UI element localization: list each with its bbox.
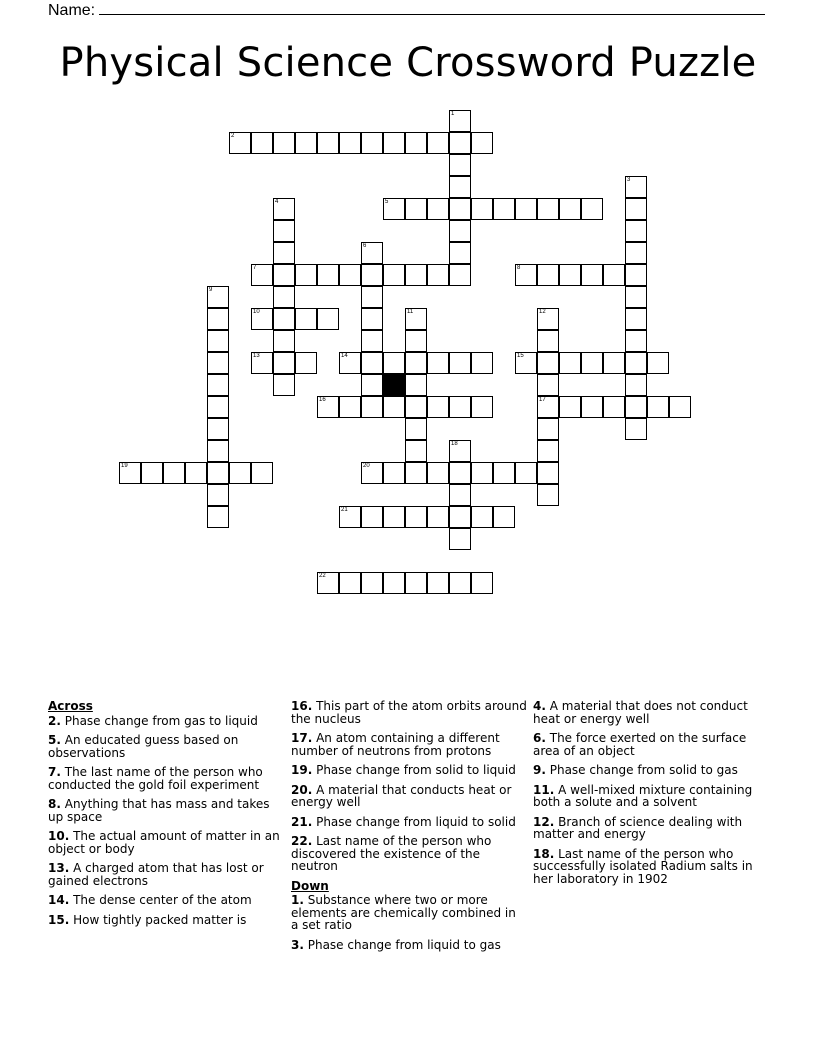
clue-text: Phase change from liquid to solid (312, 814, 516, 829)
clue-number-label: 6. (533, 731, 546, 745)
grid-cell[interactable] (339, 396, 361, 418)
grid-cell[interactable] (207, 462, 229, 484)
grid-cell[interactable] (625, 176, 647, 198)
grid-cell[interactable] (383, 264, 405, 286)
clue-item (48, 798, 284, 823)
clue-number-label: 1. (291, 893, 304, 907)
clue-item (48, 830, 284, 855)
grid-cell[interactable] (207, 484, 229, 506)
grid-cell[interactable] (273, 198, 295, 220)
grid-cell[interactable] (361, 308, 383, 330)
grid-cell[interactable] (449, 462, 471, 484)
grid-cell[interactable] (383, 396, 405, 418)
grid-cell[interactable] (295, 308, 317, 330)
grid-cell[interactable] (339, 506, 361, 528)
grid-block (383, 374, 405, 396)
clue-item (533, 764, 769, 777)
clues-column-2 (291, 700, 527, 958)
grid-cell[interactable] (427, 462, 449, 484)
grid-cell[interactable] (405, 396, 427, 418)
clue-number: 6 (363, 243, 367, 249)
clue-number-label: 17. (291, 731, 313, 745)
grid-cell[interactable] (207, 308, 229, 330)
grid-cell[interactable] (207, 286, 229, 308)
grid-cell[interactable] (317, 572, 339, 594)
clue-number: 7 (253, 265, 257, 271)
grid-cell[interactable] (493, 506, 515, 528)
clue-number-label: 14. (48, 893, 70, 907)
grid-cell[interactable] (251, 352, 273, 374)
grid-cell[interactable] (625, 396, 647, 418)
grid-cell[interactable] (207, 506, 229, 528)
grid-cell[interactable] (537, 484, 559, 506)
clue-number-label: 18. (533, 846, 555, 861)
grid-cell[interactable] (427, 198, 449, 220)
clue-number-label: 9. (533, 763, 546, 777)
clue-number-label: 19. (291, 763, 313, 777)
clue-number-label: 22. (291, 834, 313, 848)
grid-cell[interactable] (163, 462, 185, 484)
clue-number: 21 (341, 507, 348, 513)
grid-cell[interactable] (625, 286, 647, 308)
grid-cell[interactable] (405, 264, 427, 286)
grid-cell[interactable] (427, 396, 449, 418)
grid-cell[interactable] (581, 396, 603, 418)
grid-cell[interactable] (515, 198, 537, 220)
grid-cell[interactable] (515, 264, 537, 286)
clue-item (48, 734, 284, 759)
grid-cell[interactable] (581, 198, 603, 220)
grid-cell[interactable] (625, 308, 647, 330)
grid-cell[interactable] (449, 506, 471, 528)
grid-cell[interactable] (471, 132, 493, 154)
clues-column-1 (48, 700, 284, 933)
clue-number: 13 (253, 353, 260, 359)
clue-item (48, 894, 284, 907)
grid-cell[interactable] (207, 330, 229, 352)
clue-number-label: 21. (291, 814, 313, 829)
grid-cell[interactable] (471, 352, 493, 374)
clue-number-label: 15. (48, 912, 70, 927)
grid-cell[interactable] (581, 264, 603, 286)
clue-number-label: 16. (291, 699, 313, 713)
grid-cell[interactable] (295, 352, 317, 374)
clue-number: 1 (451, 111, 455, 117)
clue-text: Branch of science dealing with matter and energy (533, 814, 743, 841)
grid-cell[interactable] (361, 572, 383, 594)
clue-number-label: 7. (48, 765, 61, 779)
grid-cell[interactable] (383, 352, 405, 374)
grid-cell[interactable] (317, 308, 339, 330)
clue-number-label: 10. (48, 829, 70, 843)
grid-cell[interactable] (493, 198, 515, 220)
clue-item (291, 732, 527, 757)
grid-cell[interactable] (207, 396, 229, 418)
grid-cell[interactable] (229, 462, 251, 484)
clue-number-label: 12. (533, 814, 555, 829)
clue-number-label: 20. (291, 782, 313, 797)
grid-cell[interactable] (625, 418, 647, 440)
grid-cell[interactable] (405, 374, 427, 396)
grid-cell[interactable] (383, 198, 405, 220)
grid-cell[interactable] (449, 264, 471, 286)
grid-cell[interactable] (625, 374, 647, 396)
clue-text: The force exerted on the surface area of an object (533, 731, 747, 758)
clue-number: 8 (517, 265, 521, 271)
grid-cell[interactable] (273, 242, 295, 264)
grid-cell[interactable] (449, 528, 471, 550)
clue-text: Phase change from solid to gas (545, 763, 738, 777)
clue-item (533, 700, 769, 725)
grid-cell[interactable] (361, 264, 383, 286)
grid-cell[interactable] (449, 242, 471, 264)
clue-text: Phase change from gas to liquid (60, 713, 258, 728)
grid-cell[interactable] (603, 264, 625, 286)
clue-text: A material that does not conduct heat or energy well (533, 699, 748, 726)
grid-cell[interactable] (361, 396, 383, 418)
clue-text: Anything that has mass and takes up space (48, 797, 270, 824)
grid-cell[interactable] (339, 132, 361, 154)
grid-cell[interactable] (383, 132, 405, 154)
clue-item (533, 784, 769, 809)
clues-heading: Across (48, 699, 93, 713)
grid-cell[interactable] (207, 374, 229, 396)
grid-cell[interactable] (625, 330, 647, 352)
grid-cell[interactable] (537, 374, 559, 396)
grid-cell[interactable] (537, 396, 559, 418)
grid-cell[interactable] (449, 396, 471, 418)
clue-text: A charged atom that has lost or gained electrons (48, 861, 264, 888)
grid-cell[interactable] (317, 396, 339, 418)
grid-cell[interactable] (229, 132, 251, 154)
clue-number: 18 (451, 441, 458, 447)
clue-number: 20 (363, 463, 370, 469)
grid-cell[interactable] (471, 198, 493, 220)
grid-cell[interactable] (449, 154, 471, 176)
grid-cell[interactable] (251, 264, 273, 286)
grid-cell[interactable] (537, 418, 559, 440)
grid-cell[interactable] (537, 330, 559, 352)
clue-number: 12 (539, 309, 546, 315)
clue-number: 10 (253, 309, 260, 315)
clues-heading: Down (291, 878, 329, 893)
grid-cell[interactable] (405, 132, 427, 154)
grid-cell[interactable] (647, 352, 669, 374)
grid-cell[interactable] (537, 462, 559, 484)
clue-number: 17 (539, 397, 546, 403)
grid-cell[interactable] (405, 440, 427, 462)
grid-cell[interactable] (317, 132, 339, 154)
clue-text: An atom containing a different number of neutrons from protons (291, 731, 500, 758)
grid-cell[interactable] (405, 418, 427, 440)
clue-item (291, 764, 527, 777)
grid-cell[interactable] (405, 572, 427, 594)
grid-cell[interactable] (207, 418, 229, 440)
grid-cell[interactable] (559, 352, 581, 374)
clue-item (291, 700, 527, 725)
grid-cell[interactable] (449, 176, 471, 198)
clue-item (48, 862, 284, 887)
clue-number-label: 4. (533, 699, 546, 713)
grid-cell[interactable] (471, 506, 493, 528)
clue-text: Last name of the person who discovered the existence of the neutron (291, 834, 492, 873)
clue-number: 16 (319, 397, 326, 403)
grid-cell[interactable] (361, 462, 383, 484)
grid-cell[interactable] (537, 440, 559, 462)
clue-text: How tightly packed matter is (69, 912, 247, 927)
grid-cell[interactable] (405, 308, 427, 330)
clue-text: A material that conducts heat or energy well (291, 782, 512, 809)
grid-cell[interactable] (141, 462, 163, 484)
clue-text: This part of the atom orbits around the nucleus (291, 699, 527, 726)
grid-cell[interactable] (339, 352, 361, 374)
grid-cell[interactable] (119, 462, 141, 484)
grid-cell[interactable] (449, 110, 471, 132)
grid-cell[interactable] (295, 132, 317, 154)
grid-cell[interactable] (581, 352, 603, 374)
grid-cell[interactable] (405, 198, 427, 220)
clue-item (48, 715, 284, 728)
clue-item (291, 835, 527, 873)
grid-cell[interactable] (273, 374, 295, 396)
grid-cell[interactable] (471, 396, 493, 418)
grid-cell[interactable] (515, 462, 537, 484)
grid-cell[interactable] (449, 572, 471, 594)
grid-cell[interactable] (647, 396, 669, 418)
grid-cell[interactable] (559, 396, 581, 418)
grid-cell[interactable] (273, 286, 295, 308)
grid-cell[interactable] (449, 132, 471, 154)
clue-text: A well-mixed mixture containing both a solute and a solvent (533, 782, 753, 809)
page-title: Physical Science Crossword Puzzle (59, 40, 757, 86)
clue-number-label: 3. (291, 937, 304, 952)
grid-cell[interactable] (427, 264, 449, 286)
clue-number: 14 (341, 353, 348, 359)
grid-cell[interactable] (361, 374, 383, 396)
grid-cell[interactable] (471, 462, 493, 484)
grid-cell[interactable] (361, 506, 383, 528)
clue-number-label: 8. (48, 797, 61, 811)
grid-cell[interactable] (559, 198, 581, 220)
grid-cell[interactable] (625, 198, 647, 220)
grid-cell[interactable] (603, 396, 625, 418)
grid-cell[interactable] (449, 484, 471, 506)
grid-cell[interactable] (295, 264, 317, 286)
grid-cell[interactable] (251, 462, 273, 484)
clue-text: The dense center of the atom (69, 893, 252, 907)
clue-item (291, 939, 527, 952)
grid-cell[interactable] (185, 462, 207, 484)
clue-text: An educated guess based on observations (48, 733, 239, 760)
grid-cell[interactable] (559, 264, 581, 286)
grid-cell[interactable] (625, 352, 647, 374)
name-label: Name: (48, 2, 96, 19)
clue-item (533, 848, 769, 886)
clue-number: 15 (517, 353, 524, 359)
grid-cell[interactable] (471, 572, 493, 594)
grid-cell[interactable] (537, 264, 559, 286)
grid-cell[interactable] (427, 352, 449, 374)
grid-cell[interactable] (361, 242, 383, 264)
grid-cell[interactable] (625, 264, 647, 286)
grid-cell[interactable] (317, 264, 339, 286)
grid-cell[interactable] (361, 352, 383, 374)
grid-cell[interactable] (251, 308, 273, 330)
grid-cell[interactable] (383, 506, 405, 528)
grid-cell[interactable] (405, 462, 427, 484)
grid-cell[interactable] (625, 220, 647, 242)
grid-cell[interactable] (449, 440, 471, 462)
clue-number: 2 (231, 133, 235, 139)
clue-number: 3 (627, 177, 631, 183)
clue-item (48, 766, 284, 791)
grid-cell[interactable] (339, 572, 361, 594)
clue-text: Phase change from solid to liquid (312, 763, 516, 777)
clues-column-3 (533, 700, 769, 892)
clue-item (291, 816, 527, 829)
grid-cell[interactable] (273, 264, 295, 286)
clue-text: Substance where two or more elements are chemically combined in a set ratio (291, 893, 516, 932)
grid-cell[interactable] (493, 462, 515, 484)
grid-cell[interactable] (273, 330, 295, 352)
grid-cell[interactable] (427, 572, 449, 594)
grid-cell[interactable] (273, 308, 295, 330)
grid-cell[interactable] (537, 198, 559, 220)
clue-number: 22 (319, 573, 326, 579)
clue-text: The actual amount of matter in an object or body (48, 829, 280, 856)
grid-cell[interactable] (339, 264, 361, 286)
grid-cell[interactable] (537, 308, 559, 330)
grid-cell[interactable] (537, 352, 559, 374)
grid-cell[interactable] (449, 198, 471, 220)
clue-number: 9 (209, 287, 213, 293)
clue-number: 5 (385, 199, 389, 205)
clue-text: Phase change from liquid to gas (303, 937, 501, 952)
grid-cell[interactable] (207, 352, 229, 374)
grid-cell[interactable] (207, 440, 229, 462)
clue-number-label: 2. (48, 713, 61, 728)
grid-cell[interactable] (625, 242, 647, 264)
grid-cell[interactable] (383, 572, 405, 594)
clue-number: 4 (275, 199, 279, 205)
clue-number: 19 (121, 463, 128, 469)
grid-cell[interactable] (449, 352, 471, 374)
clue-number: 11 (407, 309, 414, 315)
grid-cell[interactable] (383, 462, 405, 484)
clue-item (291, 894, 527, 932)
grid-cell[interactable] (427, 506, 449, 528)
grid-cell[interactable] (669, 396, 691, 418)
clue-item (48, 914, 284, 927)
clue-number-label: 13. (48, 861, 70, 875)
clue-text: The last name of the person who conducted the gold foil experiment (48, 765, 263, 792)
grid-cell[interactable] (273, 352, 295, 374)
grid-cell[interactable] (273, 132, 295, 154)
grid-cell[interactable] (405, 330, 427, 352)
grid-cell[interactable] (405, 506, 427, 528)
grid-cell[interactable] (273, 220, 295, 242)
clue-item (533, 816, 769, 841)
grid-cell[interactable] (361, 330, 383, 352)
grid-cell[interactable] (427, 132, 449, 154)
grid-cell[interactable] (515, 352, 537, 374)
clue-number-label: 5. (48, 733, 61, 747)
clue-number-label: 11. (533, 782, 555, 797)
grid-cell[interactable] (361, 286, 383, 308)
clue-text: Last name of the person who successfully isolated Radium salts in her laboratory in 1902 (533, 846, 753, 886)
grid-cell[interactable] (449, 220, 471, 242)
clue-item (291, 784, 527, 809)
clue-item (533, 732, 769, 757)
grid-cell[interactable] (251, 132, 273, 154)
grid-cell[interactable] (361, 132, 383, 154)
grid-cell[interactable] (603, 352, 625, 374)
grid-cell[interactable] (405, 352, 427, 374)
